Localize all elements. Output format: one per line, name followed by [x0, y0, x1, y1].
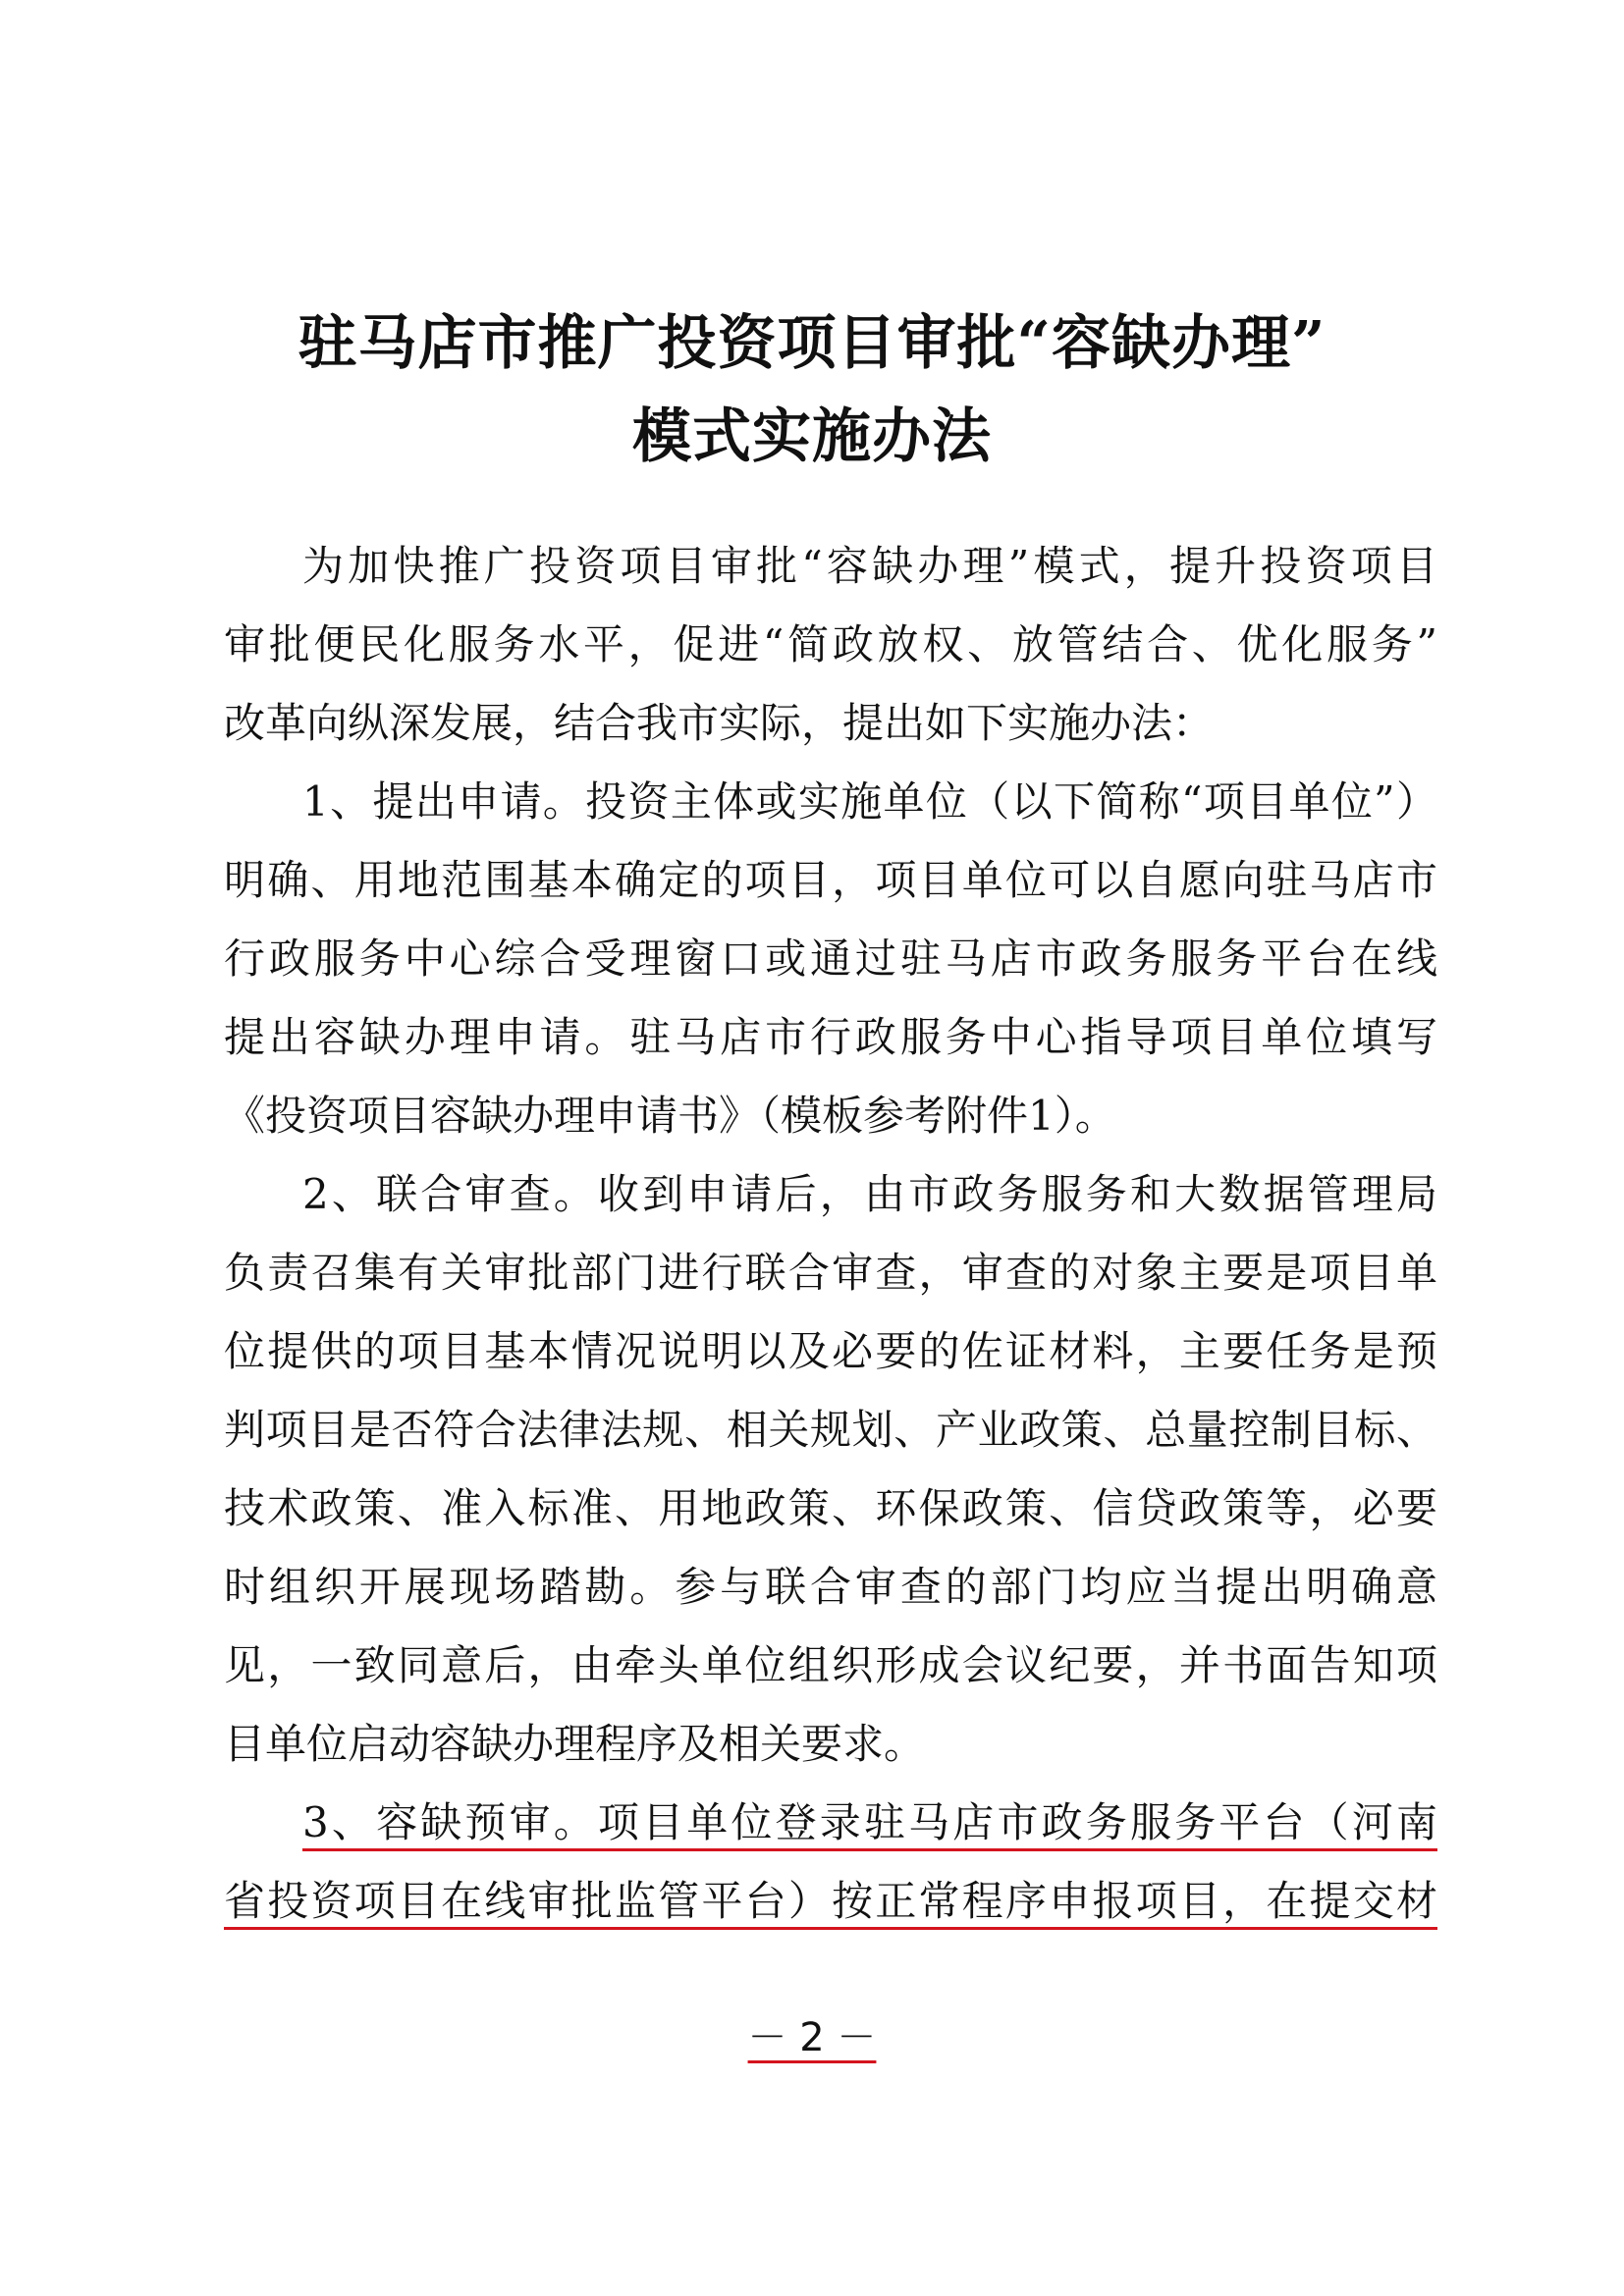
paragraph-intro-line: 改革向纵深发展，结合我市实际，提出如下实施办法： — [224, 699, 1215, 747]
document-title-line-1: 驻马店市推广投资项目审批“容缺办理” — [298, 309, 1326, 378]
paragraph-1-line: 明确、用地范围基本确定的项目，项目单位可以自愿向驻马店市 — [224, 856, 1437, 904]
paragraph-2-line: 位提供的项目基本情况说明以及必要的佐证材料，主要任务是预 — [224, 1327, 1437, 1375]
paragraph-1-line: 行政服务中心综合受理窗口或通过驻马店市政务服务平台在线 — [224, 934, 1437, 983]
page-number: － 2 － — [747, 2015, 877, 2060]
paragraph-2-line: 见，一致同意后，由牵头单位组织形成会议纪要，并书面告知项 — [224, 1641, 1437, 1689]
paragraph-2-line: 时组织开展现场踏勘。参与联合审查的部门均应当提出明确意 — [224, 1563, 1437, 1611]
paragraph-intro-line: 审批便民化服务水平，促进“简政放权、放管结合、优化服务” — [224, 620, 1437, 668]
paragraph-2-line: 目单位启动容缺办理程序及相关要求。 — [224, 1720, 926, 1768]
paragraph-2-line: 技术政策、准入标准、用地政策、环保政策、信贷政策等，必要 — [224, 1484, 1437, 1532]
paragraph-1-line: 《投资项目容缺办理申请书》（模板参考附件1）。 — [224, 1092, 1116, 1140]
paragraph-3-line: 省投资项目在线审批监管平台）按正常程序申报项目，在提交材 — [224, 1877, 1437, 1925]
paragraph-2-line: 判项目是否符合法律法规、相关规划、产业政策、总量控制目标、 — [224, 1406, 1437, 1454]
paragraph-1-line: 1、提出申请。投资主体或实施单位（以下简称“项目单位”） — [302, 777, 1437, 826]
paragraph-3-line: 3、容缺预审。项目单位登录驻马店市政务服务平台（河南 — [302, 1798, 1437, 1846]
document-title-line-2: 模式实施办法 — [632, 402, 992, 471]
paragraph-2-line: 负责召集有关审批部门进行联合审查，审查的对象主要是项目单 — [224, 1249, 1437, 1297]
paragraph-intro-line: 为加快推广投资项目审批“容缺办理”模式，提升投资项目 — [302, 542, 1437, 590]
paragraph-2-line: 2、联合审查。收到申请后，由市政务服务和大数据管理局 — [302, 1170, 1437, 1218]
paragraph-1-line: 提出容缺办理申请。驻马店市行政服务中心指导项目单位填写 — [224, 1013, 1437, 1061]
